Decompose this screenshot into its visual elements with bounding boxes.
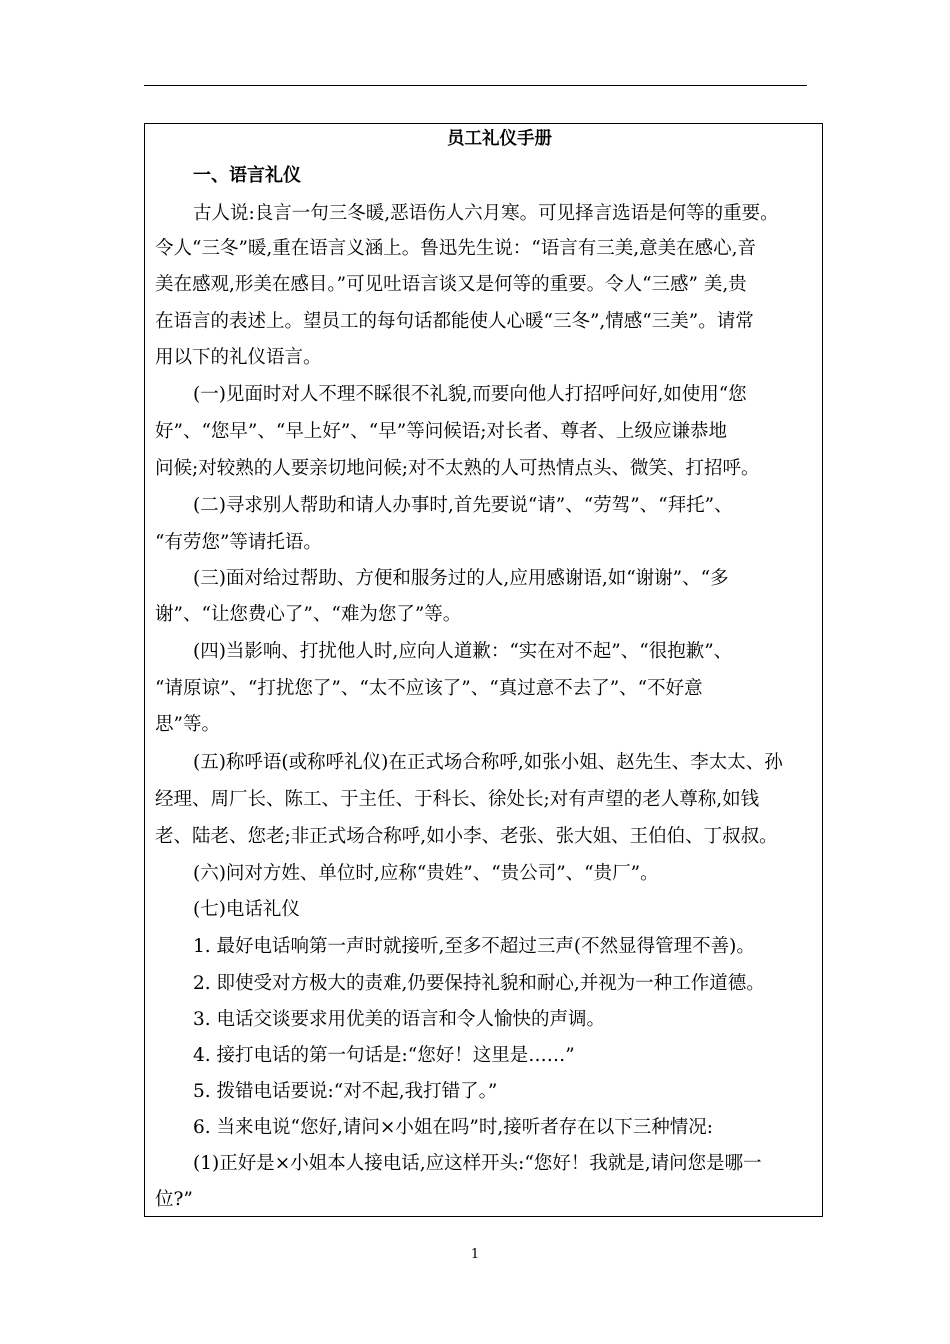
- text-line: 好”、“您早”、“早上好”、“早”等问候语;对长者、尊者、上级应谦恭地: [155, 421, 727, 442]
- text-line: (二)寻求别人帮助和请人办事时,首先要说“请”、“劳驾”、“拜托”、: [193, 495, 733, 516]
- list-item: 4. 接打电话的第一句话是:“您好！这里是……”: [193, 1045, 575, 1066]
- text-line: (1)正好是×小姐本人接电话,应这样开头:“您好！我就是,请问您是哪一: [193, 1153, 762, 1174]
- list-item: 2. 即使受对方极大的责难,仍要保持礼貌和耐心,并视为一种工作道德。: [193, 973, 765, 994]
- text-line: 老、陆老、您老;非正式场合称呼,如小李、老张、张大姐、王伯伯、丁叔叔。: [155, 826, 778, 847]
- text-line: (七)电话礼仪: [193, 899, 300, 920]
- text-line: (一)见面时对人不理不睬很不礼貌,而要向他人打招呼问好,如使用“您: [193, 384, 747, 405]
- section-heading: 一、语言礼仪: [193, 165, 301, 186]
- text-line: 古人说:良言一句三冬暖,恶语伤人六月寒。可见择言选语是何等的重要。: [193, 203, 779, 224]
- text-line: “有劳您”等请托语。: [155, 532, 322, 553]
- text-line: 用以下的礼仪语言。: [155, 347, 322, 368]
- document-title: 员工礼仪手册: [447, 129, 552, 149]
- text-line: (五)称呼语(或称呼礼仪)在正式场合称呼,如张小姐、赵先生、李太太、孙: [193, 752, 783, 773]
- text-line: 经理、周厂长、陈工、于主任、于科长、徐处长;对有声望的老人尊称,如钱: [155, 789, 760, 810]
- list-item: 6. 当来电说“您好,请问×小姐在吗”时,接听者存在以下三种情况:: [193, 1117, 713, 1138]
- text-line: “请原谅”、“打扰您了”、“太不应该了”、“真过意不去了”、“不好意: [155, 678, 703, 699]
- text-line: 思”等。: [155, 714, 220, 735]
- list-item: 5. 拨错电话要说:“对不起,我打错了。”: [193, 1081, 498, 1102]
- text-line: 令人“三冬”暖,重在语言义涵上。鲁迅先生说：“语言有三美,意美在感心,音: [155, 238, 757, 259]
- text-line: (六)问对方姓、单位时,应称“贵姓”、“贵公司”、“贵厂”。: [193, 863, 659, 884]
- text-line: (四)当影响、打扰他人时,应向人道歉：“实在对不起”、“很抱歉”、: [193, 641, 733, 662]
- text-line: 问候;对较熟的人要亲切地问候;对不太熟的人可热情点头、微笑、打招呼。: [155, 458, 760, 479]
- text-line: 谢”、“让您费心了”、“难为您了”等。: [155, 604, 462, 625]
- page-number: 1: [470, 1247, 480, 1262]
- text-line: 在语言的表述上。望员工的每句话都能使人心暖“三冬”,情感“三美”。请常: [155, 311, 754, 332]
- header-rule: [144, 85, 807, 86]
- list-item: 3. 电话交谈要求用优美的语言和令人愉快的声调。: [193, 1009, 606, 1030]
- list-item: 1. 最好电话响第一声时就接听,至多不超过三声(不然显得管理不善)。: [193, 936, 755, 957]
- text-line: (三)面对给过帮助、方便和服务过的人,应用感谢语,如“谢谢”、“多: [193, 568, 729, 589]
- text-line: 美在感观,形美在感目。”可见吐语言谈又是何等的重要。令人“三感” 美,贵: [155, 274, 747, 295]
- text-line: 位?”: [155, 1189, 193, 1210]
